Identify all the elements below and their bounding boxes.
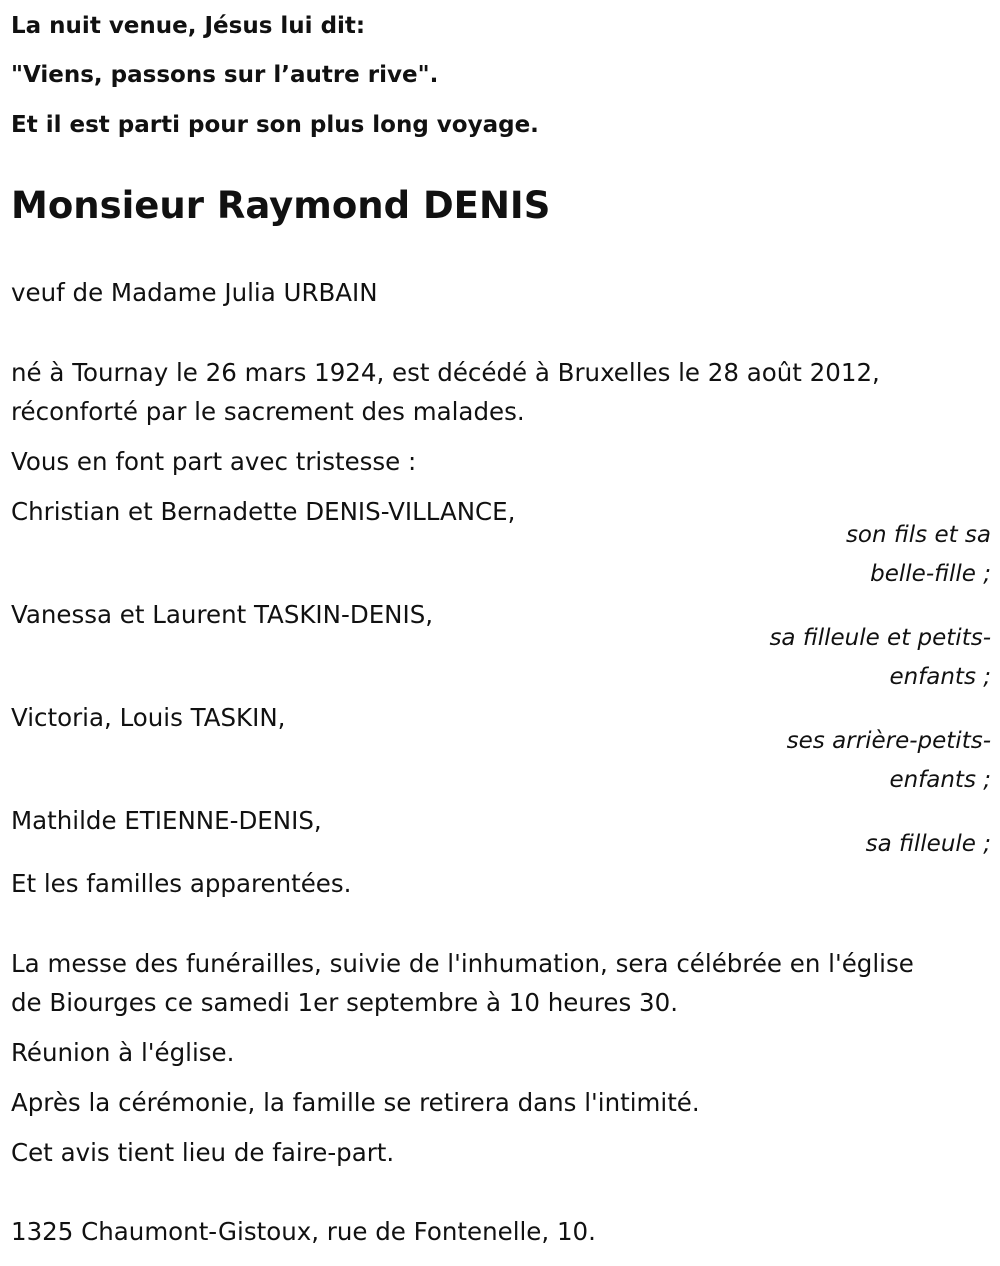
family-relation-2b: enfants ; xyxy=(889,664,991,690)
quote-line-3: Et il est parti pour son plus long voyage. xyxy=(11,112,539,138)
family-names-1: Christian et Bernadette DENIS-VILLANCE, xyxy=(11,497,516,526)
family-relation-3b: enfants ; xyxy=(889,767,991,793)
notice-line: Cet avis tient lieu de faire-part. xyxy=(11,1138,395,1167)
family-relation-1b: belle-fille ; xyxy=(870,561,991,587)
quote-line-2: "Viens, passons sur l’autre rive". xyxy=(11,62,439,88)
family-names-2: Vanessa et Laurent TASKIN-DENIS, xyxy=(11,600,434,629)
birth-death-line-1: né à Tournay le 26 mars 1924, est décédé à Bruxelles le 28 août 2012, xyxy=(11,358,880,387)
family-relation-1a: son fils et sa xyxy=(845,522,991,548)
family-relation-3a: ses arrière-petits- xyxy=(786,728,991,754)
family-names-4: Mathilde ETIENNE-DENIS, xyxy=(11,806,322,835)
deceased-name: Monsieur Raymond DENIS xyxy=(11,184,551,227)
widower-line: veuf de Madame Julia URBAIN xyxy=(11,278,378,307)
family-relation-4a: sa filleule ; xyxy=(865,831,991,857)
family-names-3: Victoria, Louis TASKIN, xyxy=(11,703,286,732)
privacy-line: Après la cérémonie, la famille se retirera dans l'intimité. xyxy=(11,1088,700,1117)
meeting-line: Réunion à l'église. xyxy=(11,1038,235,1067)
families-line: Et les familles apparentées. xyxy=(11,869,352,898)
address-line: 1325 Chaumont-Gistoux, rue de Fontenelle, 10. xyxy=(11,1217,596,1246)
quote-line-1: La nuit venue, Jésus lui dit: xyxy=(11,13,366,39)
family-relation-2a: sa filleule et petits- xyxy=(769,625,991,651)
mass-line-1: La messe des funérailles, suivie de l'inhumation, sera célébrée en l'église xyxy=(11,949,914,978)
birth-death-line-2: réconforté par le sacrement des malades. xyxy=(11,397,525,426)
announce-line: Vous en font part avec tristesse : xyxy=(11,447,417,476)
mass-line-2: de Biourges ce samedi 1er septembre à 10 heures 30. xyxy=(11,988,678,1017)
